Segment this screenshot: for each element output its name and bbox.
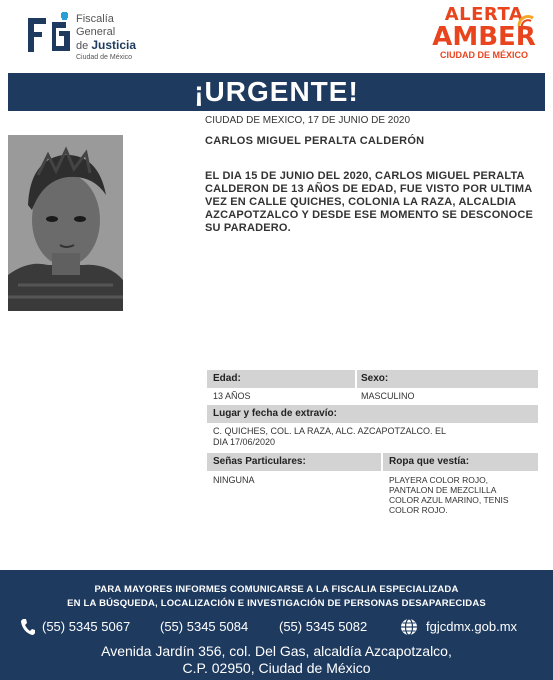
sun-icon xyxy=(517,12,535,30)
org-line4: Ciudad de México xyxy=(76,54,133,61)
phone-number-2[interactable]: (55) 5345 5084 xyxy=(160,619,249,634)
org-line3 xyxy=(76,39,136,53)
marks-label: Señas Particulares: xyxy=(207,453,381,471)
person-photo xyxy=(8,135,123,311)
place-label: Lugar y fecha de extravío: xyxy=(207,405,538,423)
clothes-label: Ropa que vestía: xyxy=(383,453,538,471)
place-value-line1: C. QUICHES, COL. LA RAZA, ALC. AZCAPOTZALCO. EL xyxy=(213,426,447,436)
amber-line1: ALERTA xyxy=(444,4,524,25)
org-line1: Fiscalía xyxy=(76,13,114,25)
header xyxy=(0,0,553,72)
place-value-line2: DIA 17/06/2020 xyxy=(213,437,276,447)
clothes-line3: COLOR AZUL MARINO, TENIS xyxy=(389,495,509,505)
clothes-line4: COLOR ROJO. xyxy=(389,505,448,515)
address-line2: C.P. 02950, Ciudad de México xyxy=(182,660,371,676)
contact-row xyxy=(20,618,540,638)
website-link[interactable]: fgjcdmx.gob.mx xyxy=(426,619,518,634)
urgent-banner: ¡URGENTE! xyxy=(8,73,545,111)
clothes-line1: PLAYERA COLOR ROJO, xyxy=(389,475,489,485)
footer xyxy=(0,570,553,680)
notice-description: EL DIA 15 DE JUNIO DEL 2020, CARLOS MIGUEL PERALTA CALDERON DE 13 AÑOS DE EDAD, FUE VISTO POR ULTIMA VEZ EN CALLE QUICHES, COLONIA LA RAZA, ALCALDIA AZCAPOTZALCO Y DESDE ESE MOMENTO SE DESCONOCE SU PARADERO. xyxy=(205,170,534,234)
org-line3-bold: Justicia xyxy=(91,38,137,52)
address-line1: Avenida Jardín 356, col. Del Gas, alcaldía Azcapotzalco, xyxy=(101,643,452,659)
fgj-logo-icon xyxy=(28,12,72,62)
person-photo-graphic xyxy=(8,135,123,311)
marks-value: NINGUNA xyxy=(213,475,255,485)
globe-icon xyxy=(400,618,418,636)
alerta-amber-logo xyxy=(429,6,539,64)
age-label: Edad: xyxy=(207,370,355,388)
phone-number-3[interactable]: (55) 5345 5082 xyxy=(279,619,368,634)
org-line2: General xyxy=(76,26,116,38)
org-name xyxy=(76,13,136,63)
info-line1: PARA MAYORES INFORMES COMUNICARSE A LA FISCALIA ESPECIALIZADA xyxy=(94,584,459,595)
age-value: 13 AÑOS xyxy=(213,391,251,401)
clothes-line2: PANTALON DE MEZCLILLA xyxy=(389,485,497,495)
info-line2: EN LA BÚSQUEDA, LOCALIZACIÓN E INVESTIGACIÓN DE PERSONAS DESAPARECIDAS xyxy=(67,598,486,609)
phone-icon xyxy=(20,618,36,636)
sex-value: MASCULINO xyxy=(361,391,415,401)
amber-line3: CIUDAD DE MÉXICO xyxy=(439,50,528,60)
sex-label: Sexo: xyxy=(357,370,538,388)
person-name: CARLOS MIGUEL PERALTA CALDERÓN xyxy=(205,135,425,147)
notice-date: CIUDAD DE MEXICO, 17 DE JUNIO DE 2020 xyxy=(205,115,411,126)
phone-number-1[interactable]: (55) 5345 5067 xyxy=(42,619,131,634)
amber-line2: AMBER xyxy=(432,22,536,52)
org-line3-prefix: de xyxy=(76,40,89,52)
